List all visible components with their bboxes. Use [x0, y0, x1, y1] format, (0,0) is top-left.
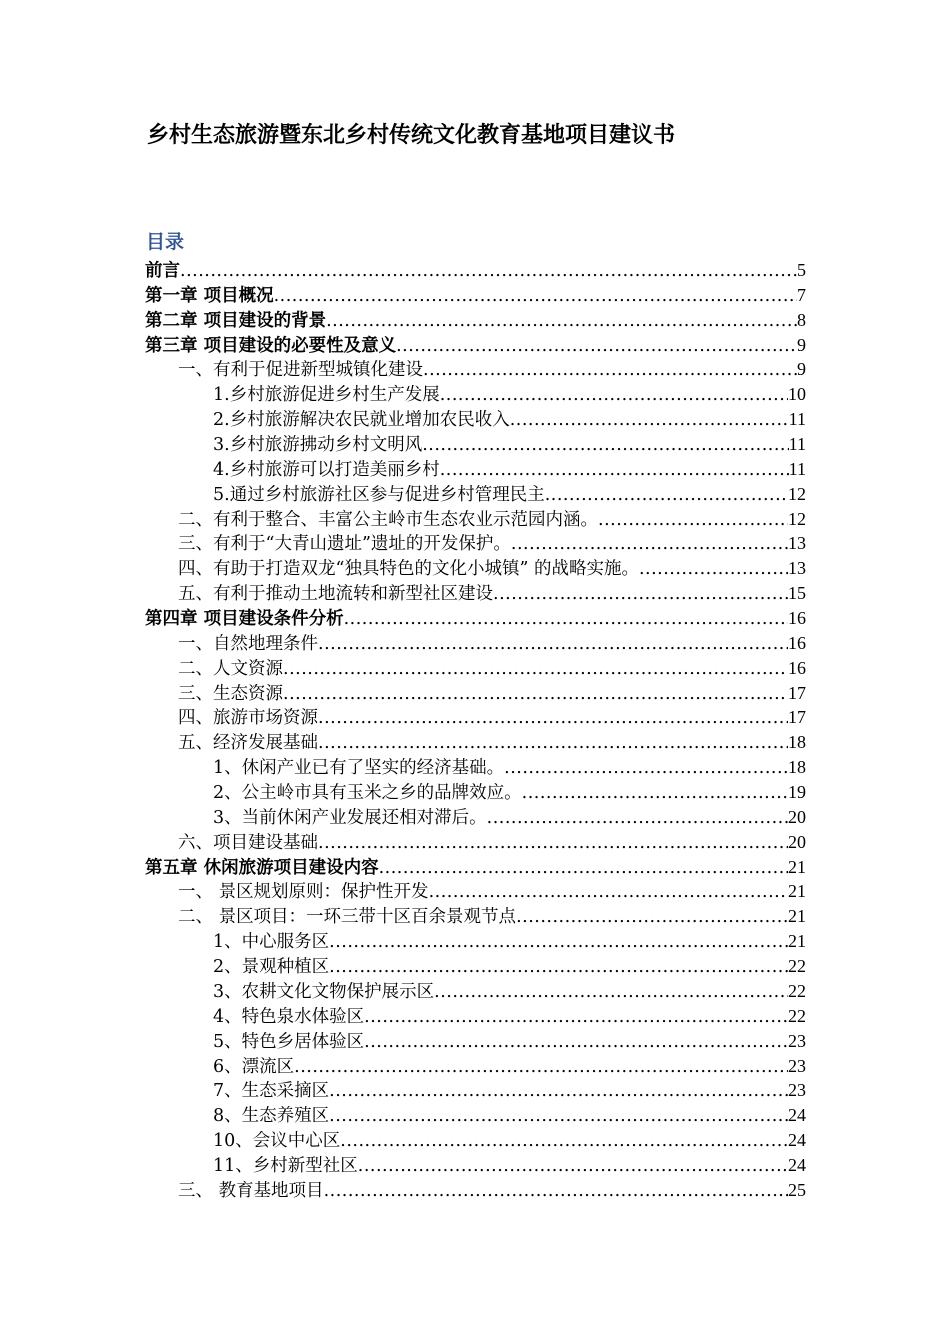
toc-entry-page-number: 16: [788, 657, 806, 678]
toc-dot-leader: [522, 781, 788, 805]
toc-entry-page-number: 13: [788, 558, 806, 579]
toc-entry-label: 第五章 休闲旅游项目建设内容: [145, 857, 379, 878]
toc-entry[interactable]: [145, 457, 806, 482]
toc-entry-page-number: 24: [788, 1105, 806, 1126]
toc-entry-page-number: 24: [788, 1130, 806, 1151]
toc-dot-leader: [274, 284, 797, 308]
toc-entry-label: 1、休闲产业已有了坚实的经济基础。: [213, 758, 505, 779]
toc-entry-page-number: 11: [788, 434, 806, 455]
toc-dot-leader: [180, 259, 797, 283]
toc-dot-leader: [283, 657, 788, 681]
toc-entry[interactable]: [145, 681, 806, 706]
toc-entry[interactable]: [145, 308, 806, 333]
toc-entry[interactable]: [145, 482, 806, 507]
toc-entry[interactable]: [145, 432, 806, 457]
toc-entry-label: 第二章 项目建设的背景: [145, 310, 327, 331]
toc-entry[interactable]: [145, 507, 806, 532]
toc-entry-label: 三、生态资源: [178, 683, 283, 704]
toc-entry-label: 第四章 项目建设条件分析: [145, 609, 344, 630]
toc-entry[interactable]: [145, 1178, 806, 1203]
toc-entry[interactable]: [145, 929, 806, 954]
toc-dot-leader: [344, 607, 788, 631]
toc-dot-leader: [440, 383, 788, 407]
toc-entry-page-number: 12: [788, 508, 806, 529]
toc-entry[interactable]: [145, 855, 806, 880]
toc-entry[interactable]: [145, 1054, 806, 1079]
document-title: 乡村生态旅游暨东北乡村传统文化教育基地项目建议书: [147, 123, 676, 148]
toc-entry[interactable]: [145, 283, 806, 308]
toc-entry[interactable]: [145, 830, 806, 855]
toc-dot-leader: [422, 433, 788, 457]
toc-entry-page-number: 11: [788, 458, 806, 479]
toc-dot-leader: [283, 682, 788, 706]
toc-dot-leader: [318, 632, 788, 656]
toc-entry-label: 五、经济发展基础: [178, 733, 318, 754]
toc-entry[interactable]: [145, 357, 806, 382]
toc-entry-label: 三、 教育基地项目: [178, 1180, 324, 1201]
toc-entry[interactable]: [145, 904, 806, 929]
toc-entry-page-number: 23: [788, 1055, 806, 1076]
toc-entry-label: 前言: [145, 261, 180, 281]
toc-entry[interactable]: [145, 531, 806, 556]
toc-entry-label: 5.通过乡村旅游社区参与促进乡村管理民主: [213, 484, 545, 505]
toc-entry[interactable]: [145, 755, 806, 780]
toc-entry-page-number: 21: [788, 931, 806, 952]
toc-entry-label: 二、 景区项目：一环三带十区百余景观节点: [178, 907, 517, 928]
toc-dot-leader: [493, 582, 788, 606]
table-of-contents: [145, 258, 806, 1203]
toc-entry-label: 第一章 项目概况: [145, 285, 274, 306]
toc-dot-leader: [423, 358, 797, 382]
toc-entry-page-number: 16: [788, 608, 806, 629]
toc-entry-label: 二、人文资源: [178, 658, 283, 679]
toc-entry[interactable]: [145, 258, 806, 283]
toc-entry[interactable]: [145, 656, 806, 681]
toc-entry-label: 一、自然地理条件: [178, 633, 318, 654]
toc-entry-page-number: 7: [797, 284, 806, 305]
toc-entry-label: 10、会议中心区: [213, 1131, 341, 1152]
toc-dot-leader: [440, 458, 789, 482]
toc-entry-page-number: 20: [788, 806, 806, 827]
toc-entry[interactable]: [145, 705, 806, 730]
toc-entry[interactable]: [145, 780, 806, 805]
toc-dot-leader: [358, 1154, 788, 1178]
toc-entry-label: 3、农耕文化文物保护展示区: [213, 981, 435, 1002]
toc-dot-leader: [318, 706, 788, 730]
toc-dot-leader: [639, 557, 788, 581]
toc-entry[interactable]: [145, 333, 806, 358]
toc-dot-leader: [329, 1079, 788, 1103]
toc-entry-page-number: 24: [788, 1154, 806, 1175]
toc-entry[interactable]: [145, 879, 806, 904]
toc-entry[interactable]: [145, 805, 806, 830]
toc-dot-leader: [396, 334, 797, 358]
toc-entry[interactable]: [145, 581, 806, 606]
toc-entry-page-number: 22: [788, 956, 806, 977]
toc-entry[interactable]: [145, 631, 806, 656]
toc-entry-page-number: 12: [788, 483, 806, 504]
toc-dot-leader: [504, 756, 788, 780]
toc-dot-leader: [545, 483, 788, 507]
toc-entry-page-number: 22: [788, 1005, 806, 1026]
toc-entry-page-number: 15: [788, 583, 806, 604]
toc-entry[interactable]: [145, 1078, 806, 1103]
toc-dot-leader: [324, 1179, 788, 1203]
toc-dot-leader: [329, 955, 788, 979]
toc-dot-leader: [329, 930, 788, 954]
toc-dot-leader: [329, 1104, 788, 1128]
toc-entry-page-number: 20: [788, 831, 806, 852]
toc-entry-page-number: 21: [788, 881, 806, 902]
toc-entry[interactable]: [145, 382, 806, 407]
toc-entry-page-number: 5: [797, 260, 806, 280]
toc-entry[interactable]: [145, 730, 806, 755]
toc-dot-leader: [511, 532, 788, 556]
toc-entry-label: 3、当前休闲产业发展还相对滞后。: [213, 807, 487, 828]
toc-entry-label: 一、 景区规划原则：保护性开发: [178, 882, 429, 903]
toc-entry-label: 1、中心服务区: [213, 932, 330, 953]
toc-entry-label: 2、公主岭市具有玉米之乡的品牌效应。: [213, 783, 522, 804]
toc-dot-leader: [364, 1030, 788, 1054]
toc-entry-page-number: 10: [788, 384, 806, 405]
toc-entry-label: 8、生态养殖区: [213, 1106, 330, 1127]
toc-entry-label: 四、旅游市场资源: [178, 708, 318, 729]
toc-entry-label: 6、漂流区: [213, 1056, 295, 1077]
toc-entry-page-number: 16: [788, 632, 806, 653]
toc-entry[interactable]: [145, 606, 806, 631]
toc-dot-leader: [598, 508, 788, 532]
toc-entry-label: 7、生态采摘区: [213, 1081, 330, 1102]
toc-entry-page-number: 9: [797, 334, 806, 355]
toc-entry[interactable]: [145, 1029, 806, 1054]
toc-dot-leader: [379, 856, 788, 880]
toc-entry-label: 4.乡村旅游可以打造美丽乡村: [213, 459, 440, 480]
toc-entry-label: 一、有利于促进新型城镇化建设: [178, 360, 423, 381]
toc-entry-page-number: 17: [788, 707, 806, 728]
toc-entry-label: 2.乡村旅游解决农民就业增加农民收入: [213, 410, 510, 431]
toc-entry-page-number: 23: [788, 1080, 806, 1101]
toc-entry-page-number: 18: [788, 757, 806, 778]
toc-entry-label: 四、有助于打造双龙“独具特色的文化小城镇” 的战略实施。: [178, 559, 639, 580]
toc-entry-label: 1.乡村旅游促进乡村生产发展: [213, 385, 440, 406]
toc-dot-leader: [364, 1005, 788, 1029]
toc-entry-label: 11、乡村新型社区: [213, 1155, 358, 1176]
toc-entry-page-number: 13: [788, 533, 806, 554]
toc-dot-leader: [510, 408, 789, 432]
toc-dot-leader: [429, 880, 788, 904]
toc-entry[interactable]: [145, 556, 806, 581]
toc-heading: 目录: [146, 231, 185, 253]
toc-dot-leader: [318, 731, 788, 755]
toc-entry[interactable]: [145, 1153, 806, 1178]
toc-entry-label: 第三章 项目建设的必要性及意义: [145, 335, 397, 356]
toc-entry-page-number: 21: [788, 856, 806, 877]
toc-entry-label: 二、有利于整合、丰富公主岭市生态农业示范园内涵。: [178, 509, 598, 530]
toc-entry-page-number: 23: [788, 1030, 806, 1051]
toc-dot-leader: [516, 905, 788, 929]
toc-entry-label: 4、特色泉水体验区: [213, 1006, 365, 1027]
toc-entry-page-number: 8: [797, 309, 806, 330]
toc-entry-page-number: 21: [788, 906, 806, 927]
toc-entry-page-number: 19: [788, 782, 806, 803]
toc-entry-label: 六、项目建设基础: [178, 832, 318, 853]
toc-dot-leader: [434, 980, 788, 1004]
toc-entry-page-number: 25: [788, 1179, 806, 1200]
toc-entry-label: 三、有利于“大青山遗址”遗址的开发保护。: [178, 534, 511, 555]
toc-entry-label: 2、景观种植区: [213, 957, 330, 978]
toc-entry[interactable]: [145, 407, 806, 432]
toc-dot-leader: [340, 1129, 788, 1153]
toc-dot-leader: [294, 1055, 788, 1079]
toc-entry-page-number: 22: [788, 980, 806, 1001]
toc-entry[interactable]: [145, 1128, 806, 1153]
toc-entry-label: 五、有利于推动土地流转和新型社区建设: [178, 584, 493, 605]
toc-dot-leader: [487, 806, 788, 830]
toc-entry-page-number: 17: [788, 682, 806, 703]
toc-entry[interactable]: [145, 954, 806, 979]
toc-entry-label: 5、特色乡居体验区: [213, 1031, 365, 1052]
toc-entry-page-number: 11: [788, 409, 806, 430]
toc-entry[interactable]: [145, 979, 806, 1004]
toc-dot-leader: [318, 831, 788, 855]
toc-entry-page-number: 9: [797, 359, 806, 380]
toc-entry[interactable]: [145, 1103, 806, 1128]
toc-entry-label: 3.乡村旅游拂动乡村文明风: [213, 435, 423, 456]
toc-dot-leader: [326, 309, 797, 333]
toc-entry-page-number: 18: [788, 732, 806, 753]
toc-entry[interactable]: [145, 1004, 806, 1029]
